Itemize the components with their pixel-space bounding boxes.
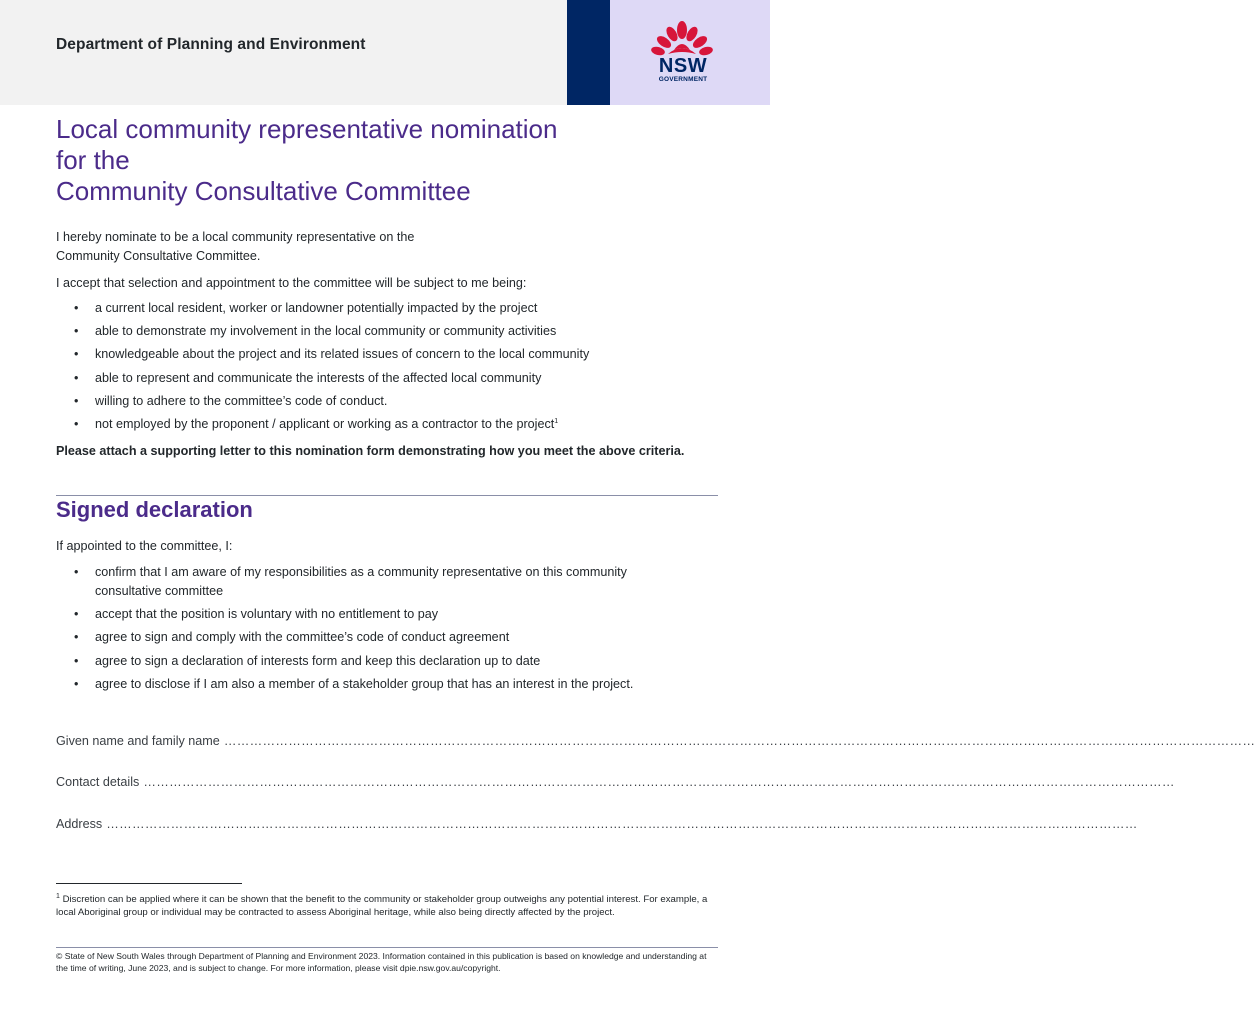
name-field[interactable]	[56, 732, 1255, 750]
footnote-rule	[56, 883, 242, 884]
list-item: • not employed by the proponent / applicant or working as a contractor to the project$^1$	[74, 416, 559, 431]
declaration-list	[56, 563, 676, 694]
list-item: • agree to sign and comply with the committee’s code of conduct agreement	[74, 630, 510, 645]
name-field-label: Given name and family name	[56, 734, 220, 748]
address-field-label: Address	[56, 817, 103, 831]
list-item: • confirm that I am aware of my responsibilities as a community representative on this community consultative committee	[74, 565, 627, 598]
list-item: • able to demonstrate my involvement in the local community or community activities	[74, 324, 557, 339]
contact-field-label: Contact details	[56, 775, 140, 789]
nomination-line-1: I hereby nominate to be a local community representative on the	[56, 230, 415, 244]
footnote-text: Discretion can be applied where it can be shown that the benefit to the community or stakeholder group outweighs any potential interest. For example, a local Aboriginal group or individual may be contracted to assess Aboriginal heritage, while also being directly affected by the project.	[56, 894, 708, 918]
contact-field[interactable]	[56, 773, 1175, 791]
logo-nsw-text: NSW	[658, 55, 708, 77]
footnote-ref[interactable]: 1	[554, 417, 559, 425]
nsw-government-wordmark	[653, 56, 713, 84]
declaration-heading: Signed declaration	[56, 497, 253, 522]
list-item: • knowledgeable about the project and its related issues of concern to the local community	[74, 347, 590, 362]
supporting-letter-note: Please attach a supporting letter to this nomination form demonstrating how you meet the above criteria.	[56, 444, 685, 458]
footnote-number: 1	[56, 892, 60, 900]
list-item: • a current local resident, worker or landowner potentially impacted by the project	[74, 301, 538, 315]
title-line-3: Community Consultative Committee	[56, 176, 471, 206]
list-item: • agree to disclose if I am also a member of a stakeholder group that has an interest in the project.	[74, 676, 634, 691]
nomination-line-2: Community Consultative Committee.	[56, 249, 261, 263]
nomination-statement	[56, 228, 414, 266]
title-line-1: Local community representative nomination	[56, 114, 558, 144]
address-field[interactable]	[56, 815, 1138, 833]
footnote	[56, 893, 716, 919]
declaration-intro: If appointed to the committee, I:	[56, 539, 233, 553]
logo-government-text: GOVERNMENT	[658, 76, 708, 83]
footer-divider	[56, 947, 718, 948]
title-line-2: for the	[56, 145, 130, 175]
header-navy-band	[567, 0, 610, 105]
contact-field-line[interactable]: ……………………………………………………………………………………………………………………………………………………………………………………………………………………	[143, 775, 1175, 789]
page-title	[56, 114, 696, 207]
acceptance-statement: I accept that selection and appointment to the committee will be subject to me being:	[56, 276, 527, 290]
eligibility-criteria-list	[56, 299, 716, 434]
list-item: • accept that the position is voluntary with no entitlement to pay	[74, 607, 439, 622]
list-item: • willing to adhere to the committee’s code of conduct.	[74, 393, 388, 408]
department-name: Department of Planning and Environment	[56, 36, 366, 53]
page-header	[0, 0, 770, 105]
list-item: • agree to sign a declaration of interests form and keep this declaration up to date	[74, 653, 541, 668]
address-field-line[interactable]: ……………………………………………………………………………………………………………………………………………………………………………………………………………………	[106, 817, 1138, 831]
name-field-line[interactable]: ……………………………………………………………………………………………………………………………………………………………………………………………………………………	[223, 734, 1255, 748]
list-item: • able to represent and communicate the interests of the affected local community	[74, 370, 542, 385]
copyright-notice: © State of New South Wales through Department of Planning and Environment 2023. Information contained in this publication is based on knowledge and understanding at the time of writing, June 2023, and is subject to change. For more information, please visit dpie.nsw.gov.au/copyright.	[56, 951, 707, 973]
